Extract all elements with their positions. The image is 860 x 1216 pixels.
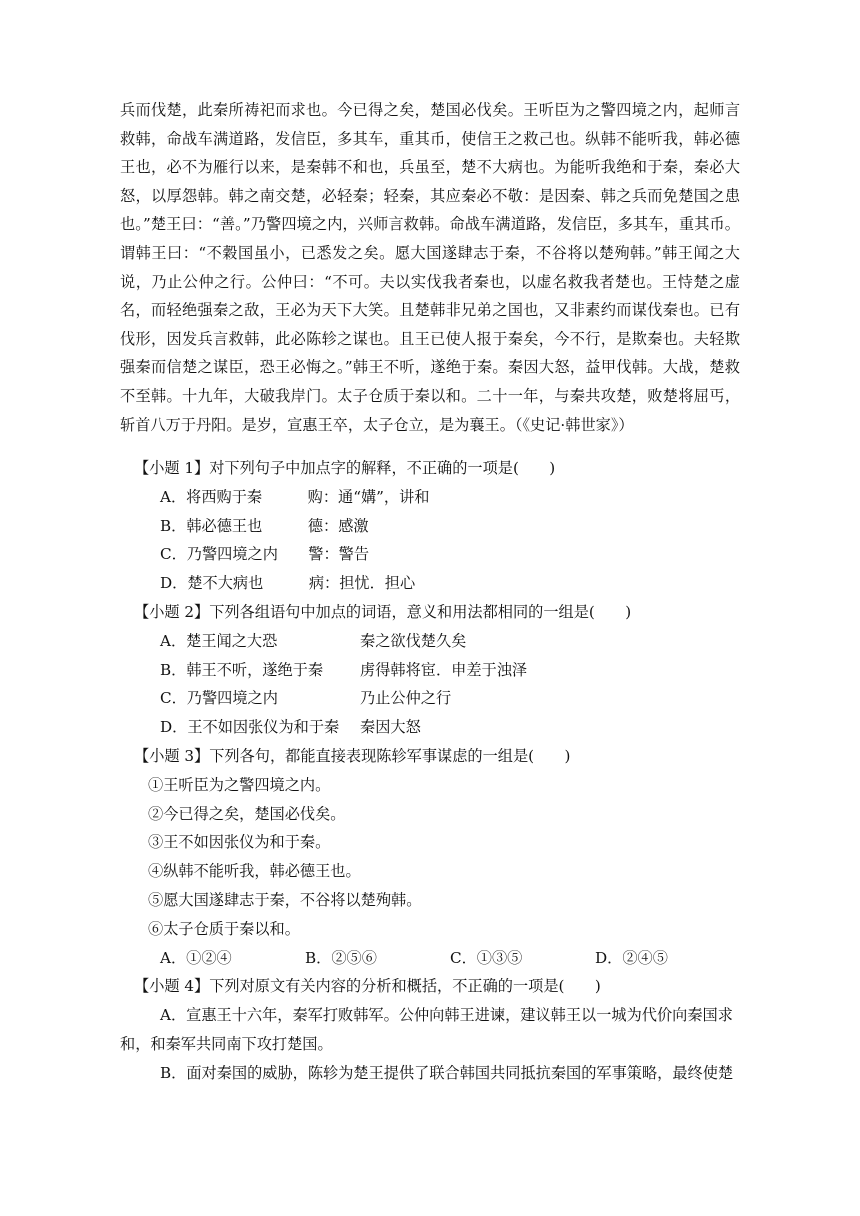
question-3-title: 【小题 3】下列各句，都能直接表现陈轸军事谋虑的一组是( ) <box>134 746 571 765</box>
question-1-option-c: C．乃警四境之内 警：警告 <box>160 545 370 564</box>
question-3-sentence-1: ①王听臣为之警四境之内。 <box>148 775 331 794</box>
question-3-sentence-2: ②今已得之矣，楚国必伐矣。 <box>148 804 346 823</box>
option-left: C．乃警四境之内 <box>160 689 278 708</box>
question-3-answers <box>120 944 740 973</box>
question-1-option-d: D．楚不大病也 病：担忧．担心 <box>160 574 416 593</box>
question-3-sentence-6: ⑥太子仓质于秦以和。 <box>148 919 300 938</box>
answer-d: D．②④⑤ <box>595 948 668 967</box>
question-2-option-c <box>120 684 740 713</box>
questions-section <box>120 454 740 1088</box>
question-4-option-a-line1: A．宣惠王十六年，秦军打败韩军。公仲向韩王进谏，建议韩王以一城为代价向秦国求 <box>160 1006 733 1025</box>
question-4-option-b-line1: B．面对秦国的威胁，陈轸为楚王提供了联合韩国共同抵抗秦国的军事策略，最终使楚 <box>160 1063 734 1082</box>
question-3-sentence-4: ④纵韩不能听我，韩必德王也。 <box>148 862 361 881</box>
option-left: D．王不如因张仪为和于秦 <box>160 718 340 737</box>
question-1-title: 【小题 1】对下列句子中加点字的解释，不正确的一项是( ) <box>134 459 556 477</box>
option-right: 乃止公仲之行 <box>360 689 452 708</box>
option-left: B．韩王不听，遂绝于秦 <box>160 660 324 679</box>
question-4-title: 【小题 4】下列对原文有关内容的分析和概括，不正确的一项是( ) <box>134 977 601 996</box>
passage-text: 兵而伐楚，此秦所祷祀而求也。今已得之矣，楚国必伐矣。王听臣为之警四境之内，起师言救韩，命战车满道路，发信臣，多其车，重其币，使信王之救己也。纵韩不能听我，韩必德王也，必不为雁行以来，是秦韩不和也，兵虽至，楚不大病也。为能听我绝和于秦，秦必大怒，以厚怨韩。韩之南交楚，必轻秦；轻秦，其应秦必不敬：是因秦、韩之兵而免楚国之患也。”楚王曰：“善。”乃警四境之内，兴师言救韩。命战车满道路，发信臣，多其车，重其币。谓韩王曰：“不穀国虽小，已悉发之矣。愿大国遂肆志于秦，不谷将以楚殉韩。”韩王闻之大说，乃止公仲之行。公仲曰：“不可。夫以实伐我者秦也，以虚名救我者楚也。王恃楚之虚名，而轻绝强秦之敌，王必为天下大笑。且楚韩非兄弟之国也，又非素约而谋伐秦也。已有伐形，因发兵言救韩，此必陈轸之谋也。且王已使人报于秦矣，今不行，是欺秦也。夫轻欺强秦而信楚之谋臣，恐王必悔之。”韩王不听，遂绝于秦。秦因大怒，益甲伐韩。大战，楚救不至韩。十九年，大破我岸门。太子仓质于秦以和。二十一年，与秦共攻楚，败楚将屈丐，斩首八万于丹阳。是岁，宣惠王卒，太子仓立，是为襄王。（《史记·韩世家》） <box>120 101 740 434</box>
question-1-option-a: A．将西购于秦 购：通“媾”，讲和 <box>160 487 430 506</box>
option-left: A．楚王闻之大恐 <box>160 631 278 650</box>
question-2-option-b <box>120 656 740 685</box>
question-3-sentence-5: ⑤愿大国遂肆志于秦，不谷将以楚殉韩。 <box>148 890 422 909</box>
option-right: 秦之欲伐楚久矣 <box>360 631 467 650</box>
question-1-option-b: B．韩必德王也 德：感激 <box>160 516 369 535</box>
answer-c: C．①③⑤ <box>450 948 523 967</box>
option-right: 秦因大怒 <box>360 718 421 737</box>
question-2-option-a <box>120 627 740 656</box>
answer-b: B．②⑤⑥ <box>305 948 377 967</box>
question-4-option-a-line2: 和，和秦军共同南下攻打楚国。 <box>120 1034 333 1053</box>
option-right: 虏得韩将宦．申差于浊泽 <box>360 660 528 679</box>
question-2-option-d <box>120 713 740 742</box>
question-2-title: 【小题 2】下列各组语句中加点的词语，意义和用法都相同的一组是( ) <box>134 602 632 621</box>
question-3-sentence-3: ③王不如因张仪为和于秦。 <box>148 833 331 852</box>
answer-a: A．①②④ <box>160 948 232 967</box>
